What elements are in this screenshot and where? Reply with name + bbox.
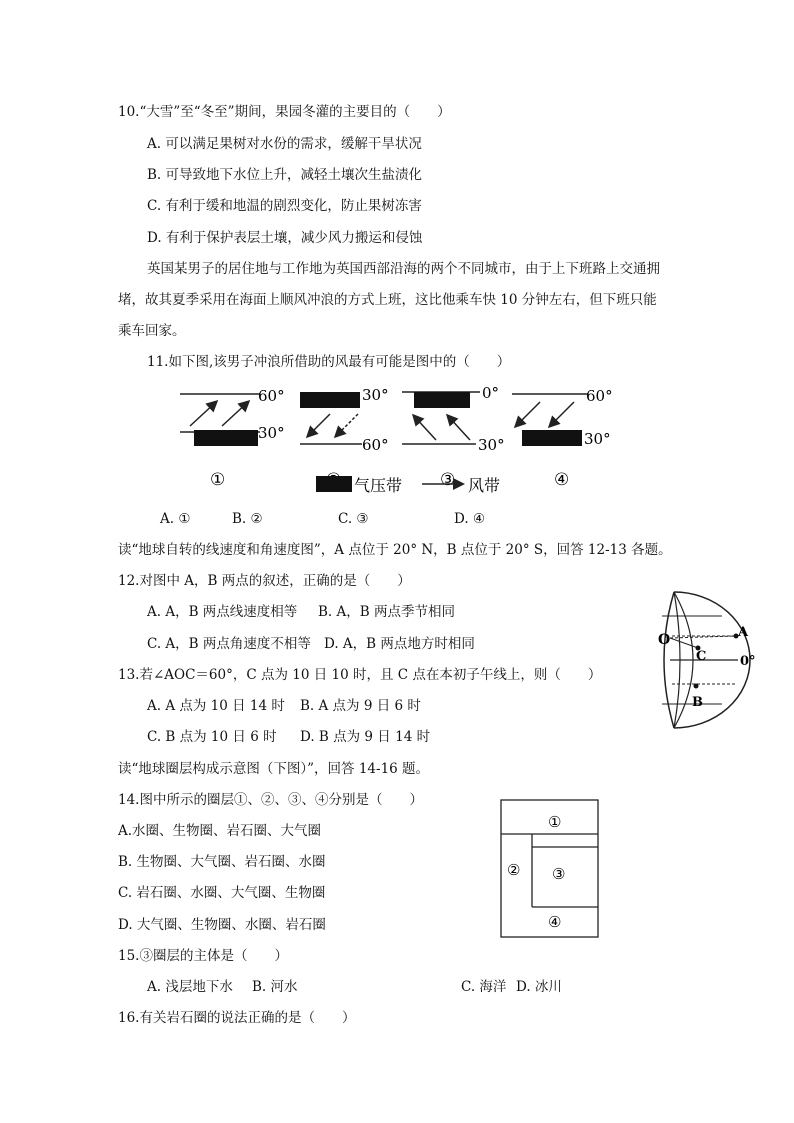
q13-option-c: C. B 点为 10 日 6 时 [147,729,277,745]
q13-option-b: B. A 点为 9 日 6 时 [300,698,421,714]
q11-option-a: A. ① [160,511,191,527]
q16-stem: 16.有关岩石圈的说法正确的是（ ） [118,1010,356,1026]
q13-stem: 13.若∠AOC＝60°，C 点为 10 日 10 时，且 C 点在本初子午线上，则（ ） [118,667,602,683]
p2-pressure-belt [300,392,360,408]
q14-stem: 14.图中所示的圈层①、②、③、④分别是（ ） [118,792,423,808]
sphere-label-2: ② [507,861,521,879]
panel-number-1: ① [210,470,226,490]
p3-top-label: 0° [482,384,500,402]
globe-label-c: C [696,649,707,664]
sphere-label-4: ④ [548,913,562,931]
q14-option-b: B. 生物圈、大气圈、岩石圈、水圈 [118,854,326,870]
p4-pressure-belt [522,430,582,446]
q12-stem: 12.对图中 A，B 两点的叙述，正确的是（ ） [118,573,411,589]
p1-bot-label: 30° [258,424,285,442]
q15-stem: 15.③圈层的主体是（ ） [118,948,288,964]
globe-label-o: O [658,632,671,648]
passage-line-1: 英国某男子的居住地与工作地为英国西部沿海的两个不同城市，由于上下班路上交通拥 [147,261,660,277]
passage-line-3: 乘车回家。 [118,323,186,339]
q10-option-a: A. 可以满足果树对水份的需求，缓解干旱状况 [147,136,422,152]
legend-pressure-swatch [316,476,352,492]
q15-option-a: A. 浅层地下水 [147,979,233,995]
q12-option-d: D. A，B 两点地方时相同 [324,636,475,652]
p4-top-label: 60° [586,387,613,405]
p3-pressure-belt [414,392,470,408]
p2-bot-label: 60° [362,436,389,454]
p1-top-label: 60° [258,387,285,405]
q11-option-b: B. ② [232,511,263,527]
earth-rotation-figure [650,588,762,736]
q14-option-d: D. 大气圈、生物圈、水圈、岩石圈 [118,917,326,933]
q11-option-c: C. ③ [338,511,369,527]
q14-option-a: A.水圈、生物圈、岩石圈、大气圈 [118,823,322,839]
q10-option-c: C. 有利于缓和地温的剧烈变化，防止果树冻害 [147,198,422,214]
p2-top-label: 30° [362,386,389,404]
panel-number-4: ④ [554,470,570,490]
legend-wind-label: 风带 [468,476,501,495]
q12-option-c: C. A，B 两点角速度不相等 [147,636,311,652]
p4-bot-label: 30° [584,430,611,448]
wind-belt-legend [316,470,526,500]
p3-bot-label: 30° [478,436,505,454]
q10-stem: 10.“大雪”至“冬至”期间，果园冬灌的主要目的（ ） [118,104,451,120]
legend-pressure-label: 气压带 [354,476,403,495]
q13-option-d: D. B 点为 9 日 14 时 [300,729,431,745]
q10-option-b: B. 可导致地下水位上升，减轻土壤次生盐渍化 [147,167,423,183]
q11-option-d: D. ④ [454,511,486,527]
q13-option-a: A. A 点为 10 日 14 时 [147,698,285,714]
earth-sphere-diagram [498,797,602,941]
q15-option-b: B. 河水 [252,979,298,995]
sphere-label-1: ① [548,813,562,831]
p1-pressure-belt [194,430,258,446]
q15-option-c: C. 海洋 [461,979,507,995]
q14-option-c: C. 岩石圈、水圈、大气圈、生物圈 [118,885,326,901]
globe-label-a: A [738,625,749,640]
passage-line-2: 堵，故其夏季采用在海面上顺风冲浪的方式上班，这比他乘车快 10 分钟左右，但下班只能 [118,292,657,308]
globe-label-b: B [692,695,703,710]
q10-option-d: D. 有利于保护表层土壤，减少风力搬运和侵蚀 [147,230,423,246]
globe-label-eq: 0° [740,654,756,669]
intro-14-16: 读“地球圈层构成示意图（下图）”，回答 14-16 题。 [118,761,430,777]
q11-stem: 11.如下图,该男子冲浪所借助的风最有可能是图中的（ ） [147,354,511,370]
intro-12-13: 读“地球自转的线速度和角速度图”，A 点位于 20° N，B 点位于 20° S，回答 12-13 各题。 [118,542,672,558]
q12-option-a: A. A，B 两点线速度相等 [147,604,298,620]
sphere-label-3: ③ [552,865,566,883]
q12-option-b: B. A，B 两点季节相同 [318,604,455,620]
panel-number-3: ③ [440,470,456,490]
q15-option-d: D. 冰川 [516,979,562,995]
